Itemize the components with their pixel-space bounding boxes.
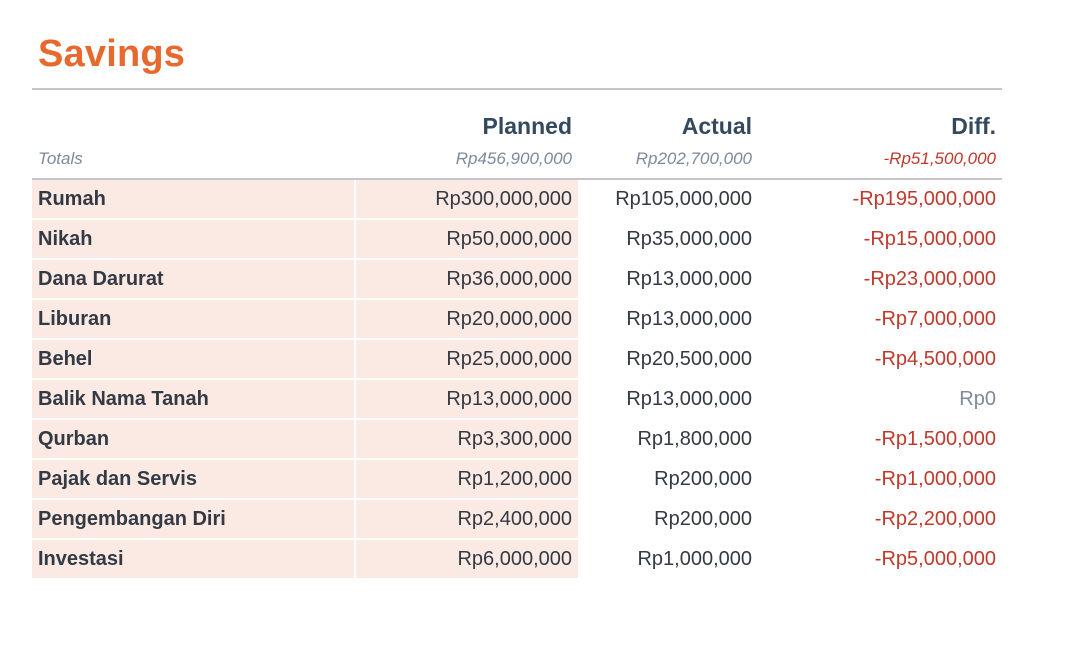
row-planned-cell[interactable]: Rp36,000,000 [355, 259, 578, 299]
table-row[interactable] [32, 499, 1002, 539]
table-row[interactable] [32, 379, 1002, 419]
row-planned-cell[interactable]: Rp13,000,000 [355, 379, 578, 419]
table-row[interactable] [32, 339, 1002, 379]
row-planned-cell[interactable]: Rp2,400,000 [355, 499, 578, 539]
row-diff-cell[interactable]: -Rp5,000,000 [758, 539, 1002, 579]
row-name-cell[interactable]: Dana Darurat [32, 259, 355, 299]
row-actual-cell[interactable]: Rp1,000,000 [578, 539, 758, 579]
row-name-cell[interactable]: Pengembangan Diri [32, 499, 355, 539]
row-name-cell[interactable]: Liburan [32, 299, 355, 339]
row-planned-cell[interactable]: Rp25,000,000 [355, 339, 578, 379]
totals-planned: Rp456,900,000 [355, 140, 578, 179]
row-actual-cell[interactable]: Rp35,000,000 [578, 219, 758, 259]
column-header-row [32, 90, 1002, 140]
totals-row [32, 140, 1002, 179]
table-row[interactable] [32, 179, 1002, 219]
totals-diff: -Rp51,500,000 [758, 140, 1002, 179]
row-diff-cell[interactable]: -Rp15,000,000 [758, 219, 1002, 259]
page-title: Savings [38, 33, 186, 75]
column-header-planned[interactable]: Planned [482, 113, 572, 139]
row-diff-cell[interactable]: -Rp23,000,000 [758, 259, 1002, 299]
row-diff-cell[interactable]: -Rp2,200,000 [758, 499, 1002, 539]
row-name-cell[interactable]: Investasi [32, 539, 355, 579]
row-name-cell[interactable]: Rumah [32, 179, 355, 219]
row-diff-cell[interactable]: -Rp4,500,000 [758, 339, 1002, 379]
row-name-cell[interactable]: Behel [32, 339, 355, 379]
row-actual-cell[interactable]: Rp13,000,000 [578, 259, 758, 299]
row-name-cell[interactable]: Balik Nama Tanah [32, 379, 355, 419]
table-row[interactable] [32, 219, 1002, 259]
row-planned-cell[interactable]: Rp3,300,000 [355, 419, 578, 459]
row-actual-cell[interactable]: Rp1,800,000 [578, 419, 758, 459]
row-actual-cell[interactable]: Rp20,500,000 [578, 339, 758, 379]
row-name-cell[interactable]: Pajak dan Servis [32, 459, 355, 499]
row-diff-cell[interactable]: -Rp1,500,000 [758, 419, 1002, 459]
row-planned-cell[interactable]: Rp1,200,000 [355, 459, 578, 499]
row-name-cell[interactable]: Qurban [32, 419, 355, 459]
column-header-name [32, 90, 355, 140]
totals-actual: Rp202,700,000 [578, 140, 758, 179]
row-diff-cell[interactable]: -Rp195,000,000 [758, 179, 1002, 219]
table-row[interactable] [32, 459, 1002, 499]
row-actual-cell[interactable]: Rp105,000,000 [578, 179, 758, 219]
row-actual-cell[interactable]: Rp13,000,000 [578, 299, 758, 339]
row-diff-cell[interactable]: -Rp1,000,000 [758, 459, 1002, 499]
row-name-cell[interactable]: Nikah [32, 219, 355, 259]
row-actual-cell[interactable]: Rp200,000 [578, 499, 758, 539]
row-actual-cell[interactable]: Rp13,000,000 [578, 379, 758, 419]
column-header-actual[interactable]: Actual [681, 113, 752, 139]
row-diff-cell[interactable]: Rp0 [758, 379, 1002, 419]
column-header-diff[interactable]: Diff. [951, 113, 996, 139]
table-row[interactable] [32, 259, 1002, 299]
row-actual-cell[interactable]: Rp200,000 [578, 459, 758, 499]
totals-label: Totals [32, 140, 355, 179]
row-planned-cell[interactable]: Rp300,000,000 [355, 179, 578, 219]
table-row[interactable] [32, 419, 1002, 459]
row-diff-cell[interactable]: -Rp7,000,000 [758, 299, 1002, 339]
row-planned-cell[interactable]: Rp6,000,000 [355, 539, 578, 579]
savings-rows [32, 179, 1002, 579]
table-row[interactable] [32, 299, 1002, 339]
row-planned-cell[interactable]: Rp20,000,000 [355, 299, 578, 339]
savings-sheet [32, 30, 1002, 580]
savings-table [32, 90, 1002, 580]
row-planned-cell[interactable]: Rp50,000,000 [355, 219, 578, 259]
table-row[interactable] [32, 539, 1002, 579]
